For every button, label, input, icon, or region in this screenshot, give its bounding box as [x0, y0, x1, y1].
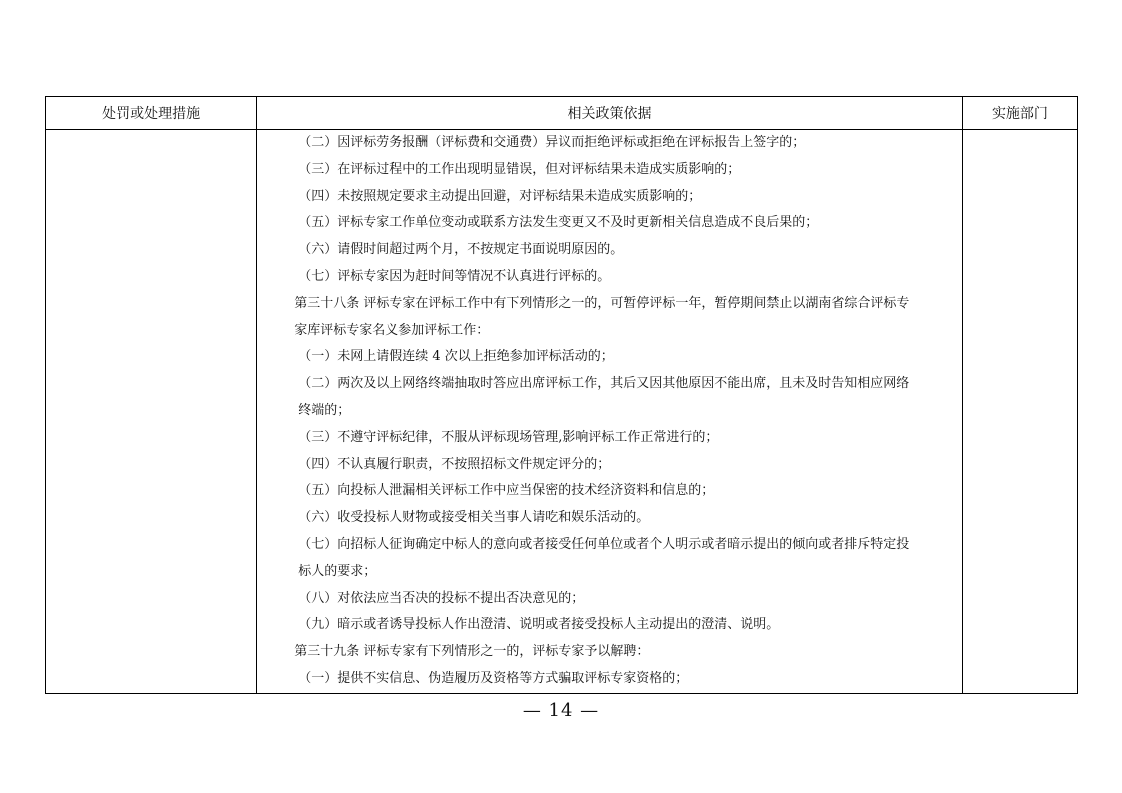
basis-line-6: （六）请假时间超过两个月，不按规定书面说明原因的。 — [298, 242, 624, 258]
header-policy-basis: 相关政策依据 — [257, 97, 963, 130]
article-39-line-1: 第三十九条 评标专家有下列情形之一的，评标专家予以解聘： — [294, 644, 650, 660]
article-38-item-4: （四）不认真履行职责，不按照招标文件规定评分的； — [298, 456, 611, 472]
article-38-item-7-cont: 标人的要求； — [298, 563, 377, 579]
department-cell — [962, 130, 1077, 694]
article-38-line-1: 第三十八条 评标专家在评标工作中有下列情形之一的，可暂停评标一年，暂停期间禁止以湖南省综合评标专 — [294, 295, 910, 311]
policy-table — [45, 96, 1078, 694]
article-39-item-1: （一）提供不实信息、伪造履历及资格等方式骗取评标专家资格的； — [298, 670, 689, 686]
article-38-item-7: （七）向招标人征询确定中标人的意向或者接受任何单位或者个人明示或者暗示提出的倾向或者排斥特定投 — [298, 536, 910, 552]
basis-line-4: （四）未按照规定要求主动提出回避，对评标结果未造成实质影响的； — [298, 188, 702, 204]
article-38-item-3: （三）不遵守评标纪律，不服从评标现场管理,影响评标工作正常进行的； — [298, 429, 719, 445]
article-38-item-5: （五）向投标人泄漏相关评标工作中应当保密的技术经济资料和信息的； — [298, 483, 715, 499]
header-measure: 处罚或处理措施 — [46, 97, 257, 130]
article-38-item-6: （六）收受投标人财物或接受相关当事人请吃和娱乐活动的。 — [298, 510, 650, 526]
article-38-item-9: （九）暗示或者诱导投标人作出澄清、说明或者接受投标人主动提出的澄清、说明。 — [298, 617, 780, 633]
measure-cell — [46, 130, 257, 694]
article-38-item-1: （一）未网上请假连续 4 次以上拒绝参加评标活动的； — [298, 349, 614, 365]
article-38-line-2: 家库评标专家名义参加评标工作： — [294, 322, 490, 338]
article-38-item-8: （八）对依法应当否决的投标不提出否决意见的； — [298, 590, 585, 606]
table-row — [46, 130, 1078, 694]
article-38-item-2: （二）两次及以上网络终端抽取时答应出席评标工作，其后又因其他原因不能出席，且未及时告知相应网络 — [298, 376, 910, 392]
article-38-item-2-cont: 终端的； — [298, 402, 351, 418]
basis-line-3: （三）在评标过程中的工作出现明显错误，但对评标结果未造成实质影响的； — [298, 161, 741, 177]
basis-line-5: （五）评标专家工作单位变动或联系方法发生变更又不及时更新相关信息造成不良后果的； — [298, 215, 819, 231]
basis-line-2: （二）因评标劳务报酬（评标费和交通费）异议而拒绝评标或拒绝在评标报告上签字的； — [298, 135, 806, 150]
header-department: 实施部门 — [962, 97, 1077, 130]
policy-basis-cell — [257, 130, 963, 694]
table-header-row — [46, 97, 1078, 130]
page-number: — 14 — — [522, 700, 600, 721]
basis-line-7: （七）评标专家因为赶时间等情况不认真进行评标的。 — [298, 268, 611, 284]
